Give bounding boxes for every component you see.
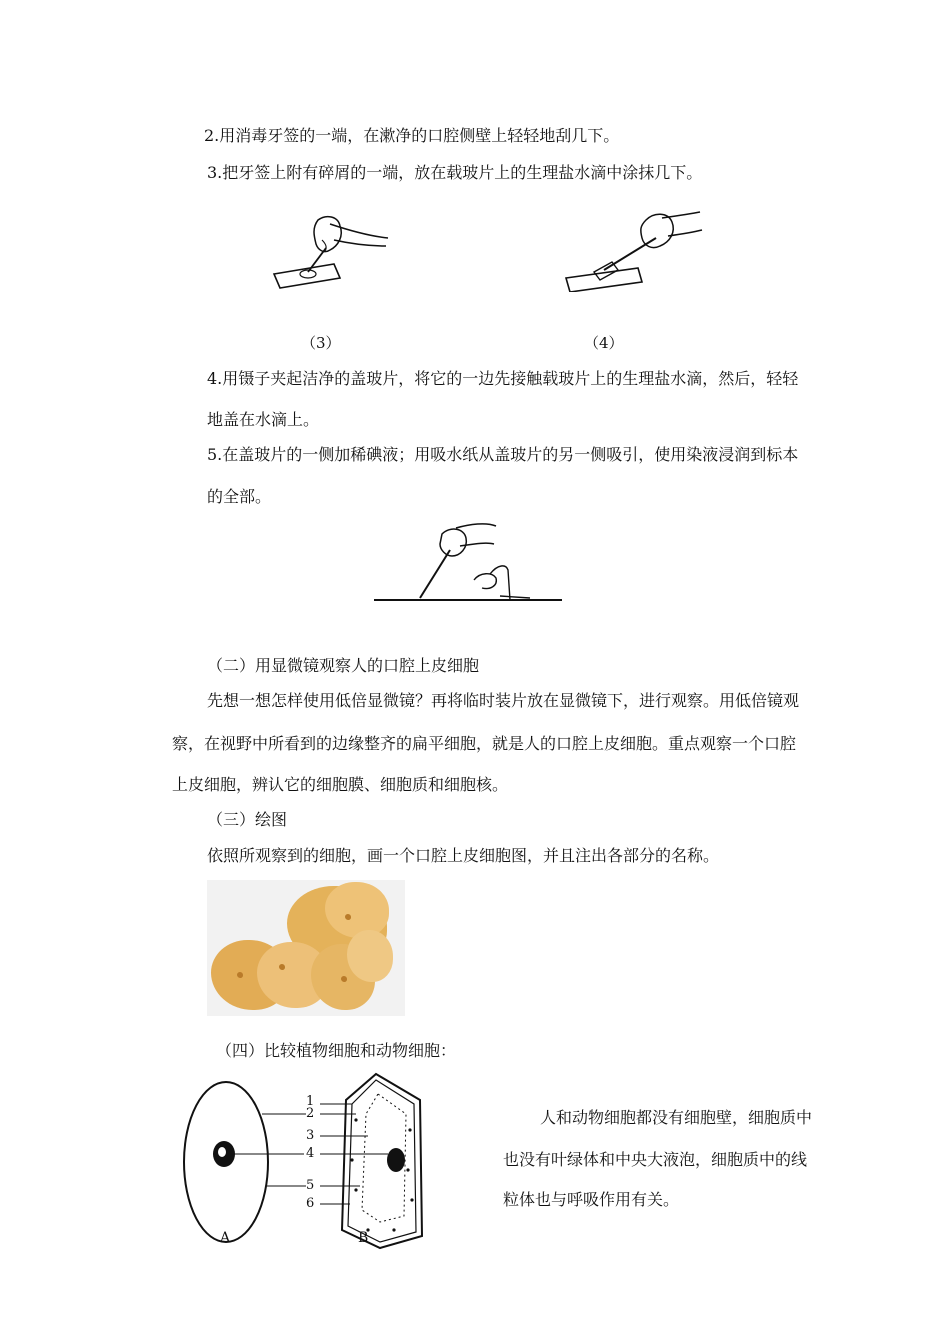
section-2-paragraph-line-1: 先想一想怎样使用低倍显微镜？再将临时装片放在显微镜下，进行观察。用低倍镜观 bbox=[207, 691, 800, 710]
diagram-label-a: A bbox=[220, 1230, 231, 1246]
animal-plant-cell-diagram bbox=[170, 1070, 432, 1250]
step-2-text: 2.用消毒牙签的一端，在漱净的口腔侧壁上轻轻地刮几下。 bbox=[204, 126, 620, 145]
figure-3-smear-illustration bbox=[268, 210, 398, 290]
diagram-label-3: 3 bbox=[306, 1128, 315, 1143]
section-4-paragraph-line-2: 也没有叶绿体和中央大液泡，细胞质中的线 bbox=[503, 1150, 808, 1169]
section-2-paragraph-line-3: 上皮细胞，辨认它的细胞膜、细胞质和细胞核。 bbox=[172, 775, 509, 794]
diagram-label-5: 5 bbox=[306, 1178, 315, 1193]
step-5-text-line-2: 的全部。 bbox=[207, 487, 272, 506]
diagram-label-2: 2 bbox=[306, 1106, 315, 1121]
diagram-label-1: 1 bbox=[306, 1094, 315, 1109]
step-4-text-line-2: 地盖在水滴上。 bbox=[207, 410, 320, 429]
step-5-text-line-1: 5.在盖玻片的一侧加稀碘液；用吸水纸从盖玻片的另一侧吸引，使用染液浸润到标本 bbox=[207, 445, 799, 464]
section-4-paragraph-line-1: 人和动物细胞都没有细胞壁，细胞质中 bbox=[540, 1108, 813, 1127]
section-3-paragraph: 依照所观察到的细胞，画一个口腔上皮细胞图，并且注出各部分的名称。 bbox=[207, 846, 720, 865]
section-3-heading: （三）绘图 bbox=[207, 810, 288, 829]
diagram-label-4: 4 bbox=[306, 1146, 315, 1161]
section-2-heading: （二）用显微镜观察人的口腔上皮细胞 bbox=[207, 656, 480, 675]
step-4-text-line-1: 4.用镊子夹起洁净的盖玻片，将它的一边先接触载玻片上的生理盐水滴，然后，轻轻 bbox=[207, 369, 799, 388]
figure-3-label: （3） bbox=[301, 334, 341, 352]
figure-4-label: （4） bbox=[584, 334, 624, 352]
diagram-label-b: B bbox=[358, 1230, 369, 1246]
section-4-paragraph-line-3: 粒体也与呼吸作用有关。 bbox=[503, 1190, 680, 1209]
step-3-text: 3.把牙签上附有碎屑的一端，放在载玻片上的生理盐水滴中涂抹几下。 bbox=[207, 163, 703, 182]
section-2-paragraph-line-2: 察，在视野中所看到的边缘整齐的扁平细胞，就是人的口腔上皮细胞。重点观察一个口腔 bbox=[172, 734, 797, 753]
staining-illustration bbox=[370, 520, 570, 606]
figure-4-coverslip-illustration bbox=[560, 208, 710, 292]
cheek-cells-photo bbox=[207, 880, 405, 1016]
diagram-label-6: 6 bbox=[306, 1196, 315, 1211]
section-4-heading: （四）比较植物细胞和动物细胞： bbox=[216, 1041, 457, 1060]
